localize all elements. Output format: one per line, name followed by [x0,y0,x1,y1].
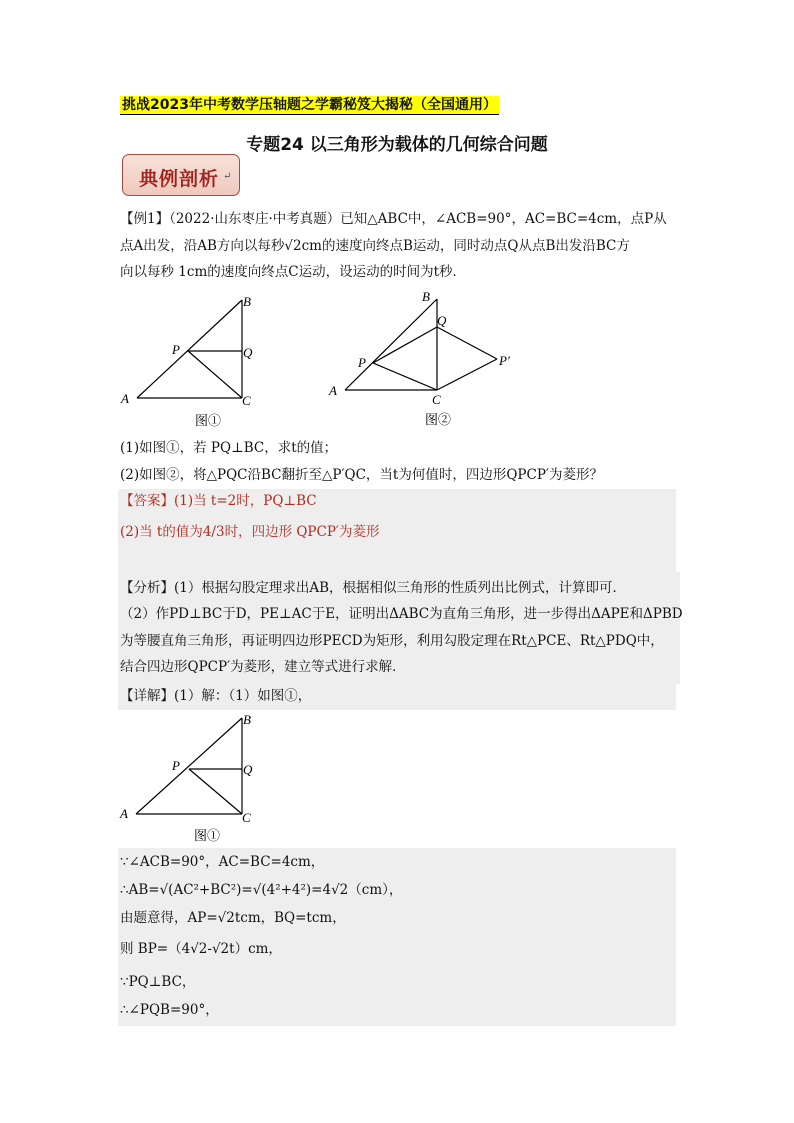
label-p: P [172,758,180,773]
analysis-line-4: 结合四边形QPCP′为菱形，建立等式进行求解． [120,659,406,675]
analysis-line-3: 为等腰直角三角形，再证明四边形PECD为矩形，利用勾股定理在Rt△PCE、Rt△PDQ中， [120,633,664,649]
label-c: C [242,393,251,408]
series-header: 挑战2023年中考数学压轴题之学霸秘笈大揭秘（全国通用） [122,97,497,113]
detail-heading: 【详解】(1）解：（1）如图①， [120,688,312,704]
label-p: P [358,355,366,370]
badge-label: 典例剖析 [139,168,220,190]
label-a: A [120,806,128,821]
step-2: ∴AB=√(AC²+BC²)=√(4²+4²)=4√2（cm）， [120,882,403,898]
segment-ab [345,299,437,390]
step-1: ∵∠ACB=90°，AC=BC=4cm， [120,854,325,870]
detail-figure-1 [118,710,254,846]
example-line-3: 向以每秒 1cm的速度向终点C运动，设运动的时间为t秒． [120,264,466,280]
step-4: 则 BP=（4√2-√2t）cm， [120,941,282,957]
example-line-2: 点A出发，沿AB方向以每秒√2cm的速度向终点B运动，同时动点Q从点B出发沿BC方 [120,238,630,254]
example-line-1: 【例1】（2022·山东枣庄·中考真题）已知△ABC中，∠ACB=90°，AC=BC=4cm，点P从 [120,211,667,227]
figure-2-caption: 图② [425,412,452,427]
label-p-prime: P′ [499,353,510,368]
label-q: Q [243,762,253,777]
answer-line-1: 【答案】(1)当 t=2时，PQ⊥BC [120,493,317,509]
label-c: C [242,810,251,825]
label-b: B [243,294,251,309]
figure-2 [325,287,525,432]
answer-line-2: (2)当 t的值为4/3时，四边形 QPCP′为菱形 [120,524,380,540]
step-3: 由题意得，AP=√2tcm，BQ=tcm， [120,910,346,926]
label-q: Q [243,345,253,360]
question-1: (1)如图①，若 PQ⊥BC，求t的值； [120,440,338,456]
segment-cp2 [437,359,497,390]
label-p: P [172,342,180,357]
detail-figure-caption: 图① [194,828,221,843]
label-c: C [432,392,441,407]
return-mark-icon: ↵ [223,171,232,182]
segment-pc [373,363,437,390]
analysis-line-1: 【分析】(1）根据勾股定理求出AB，根据相似三角形的性质列出比例式，计算即可． [120,580,627,596]
step-6: ∴∠PQB=90°， [120,1002,219,1018]
label-a: A [329,383,337,398]
label-b: B [422,289,430,304]
analysis-line-2: （2）作PD⊥BC于D，PE⊥AC于E，证明出ΔABC为直角三角形，进一步得出ΔAPE和ΔPBD [120,606,683,622]
step-5: ∵PQ⊥BC， [120,974,196,990]
figure-1 [115,290,265,430]
segment-pc [188,351,242,398]
figure-1-caption: 图① [195,413,222,428]
section-badge [122,154,240,196]
segment-pq [373,327,437,363]
question-2: (2)如图②，将△PQC沿BC翻折至△P′QC，当t为何值时，四边形QPCP′为菱形？ [120,467,603,483]
label-q: Q [437,313,447,328]
segment-ab [137,300,242,398]
label-a: A [121,391,129,406]
page-title: 专题24 以三角形为载体的几何综合问题 [246,135,548,155]
segment-qp2 [437,327,497,359]
label-b: B [243,712,251,727]
